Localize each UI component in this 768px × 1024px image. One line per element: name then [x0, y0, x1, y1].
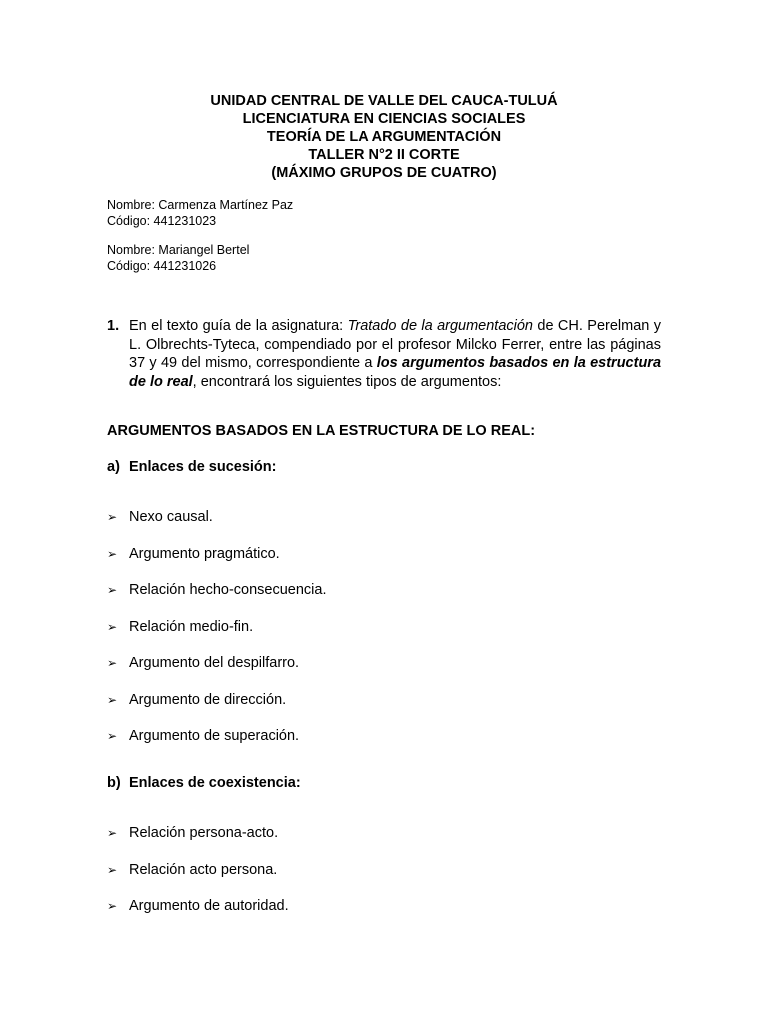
bullet-list: [107, 508, 327, 764]
list-item-label: Argumento de superación.: [129, 728, 300, 744]
header-workshop: TALLER N°2 II CORTE: [308, 147, 460, 163]
list-item-label: Relación acto persona.: [129, 861, 278, 878]
arrow-bullet-icon: ➢: [107, 862, 118, 877]
arrow-bullet-icon: ➢: [107, 826, 118, 840]
bullet-list: [107, 824, 289, 934]
subsection-letter: a): [107, 459, 120, 475]
list-item: [107, 654, 327, 691]
arrow-bullet-icon: ➢: [107, 899, 118, 913]
subsection-title: Enlaces de sucesión:: [129, 459, 277, 475]
book-title: Tratado de la argumentación: [347, 318, 534, 334]
student-name: Nombre: Carmenza Martínez Paz: [107, 198, 294, 212]
list-item: [107, 545, 327, 582]
list-item-label: Argumento de dirección.: [129, 691, 287, 708]
question-number: 1.: [107, 318, 120, 334]
question-text-part: de CH. Perelman y L. Olbrechts-Tyteca, compendiado por el profesor Milcko Ferrer, entre las páginas 37 y 49 del mismo, correspondiente a: [129, 318, 661, 371]
question-emphasis: los argumentos basados en la estructura de lo real: [129, 355, 662, 390]
arrow-bullet-icon: ➢: [107, 546, 118, 561]
student-code: Código: 441231026: [107, 258, 217, 273]
subsection-title: Enlaces de coexistencia:: [129, 775, 301, 791]
list-item: [107, 897, 289, 934]
arrow-bullet-icon: ➢: [107, 583, 118, 597]
arrow-bullet-icon: ➢: [107, 656, 118, 670]
arrow-bullet-icon: ➢: [107, 510, 118, 524]
list-item-label: Relación hecho-consecuencia.: [129, 582, 327, 598]
question-text-part: , encontrará los siguientes tipos de argumentos:: [192, 373, 502, 390]
header-program: LICENCIATURA EN CIENCIAS SOCIALES: [242, 111, 526, 127]
list-item-label: Relación persona-acto.: [129, 825, 279, 841]
document-header: [0, 92, 768, 182]
list-item-label: Relación medio-fin.: [129, 618, 254, 635]
student-info: [107, 198, 293, 229]
section-title: ARGUMENTOS BASADOS EN LA ESTRUCTURA DE LO REAL:: [107, 423, 536, 439]
question-text-part: En el texto guía de la asignatura:: [129, 318, 348, 334]
list-item-label: Nexo causal.: [129, 509, 213, 525]
list-item: [107, 727, 327, 764]
arrow-bullet-icon: ➢: [107, 729, 118, 743]
list-item: [107, 691, 327, 728]
arrow-bullet-icon: ➢: [107, 619, 118, 634]
list-item-label: Argumento de autoridad.: [129, 898, 289, 914]
list-item: [107, 861, 289, 898]
header-course: TEORÍA DE LA ARGUMENTACIÓN: [266, 129, 502, 145]
list-item-label: Argumento pragmático.: [129, 545, 280, 562]
student-name: Nombre: Mariangel Bertel: [107, 243, 250, 257]
list-item: [107, 824, 289, 861]
header-university: UNIDAD CENTRAL DE VALLE DEL CAUCA-TULUÁ: [210, 93, 558, 109]
student-info: [107, 243, 249, 274]
subsection-heading: [107, 459, 276, 475]
arrow-bullet-icon: ➢: [107, 692, 118, 707]
question-text: [129, 317, 661, 391]
question-1: [107, 317, 661, 391]
student-code: Código: 441231023: [107, 213, 217, 228]
list-item-label: Argumento del despilfarro.: [129, 655, 300, 671]
subsection-letter: b): [107, 775, 121, 791]
list-item: [107, 581, 327, 618]
list-item: [107, 508, 327, 545]
header-group-note: (MÁXIMO GRUPOS DE CUATRO): [271, 165, 497, 181]
subsection-heading: [107, 775, 301, 791]
list-item: [107, 618, 327, 655]
